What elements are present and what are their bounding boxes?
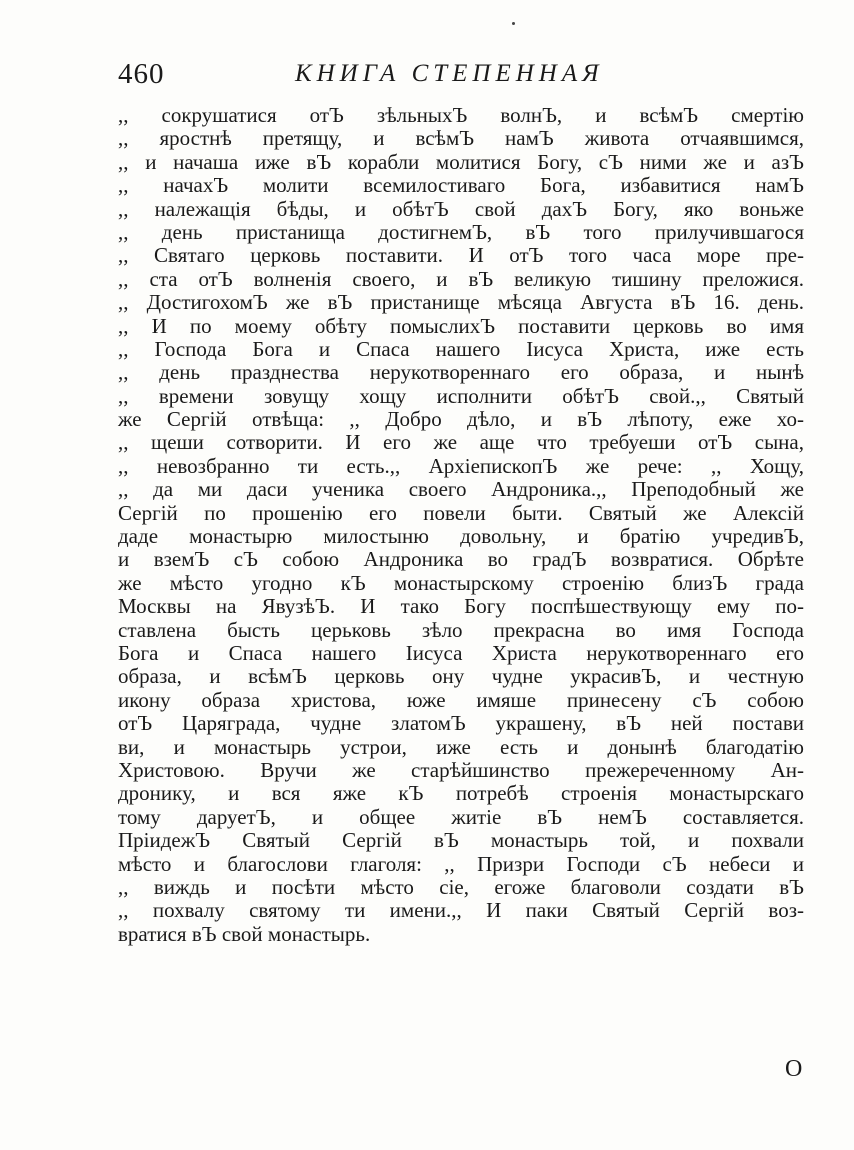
text-line: ПріидежЪ Святый Сергій вЪ монастырь той, и похвали bbox=[118, 828, 804, 853]
text-line: ,, ДостигохомЪ же вЪ пристанище мѣсяца Августа вЪ 16. день. bbox=[118, 290, 804, 315]
text-line: тому даруетЪ, и общее житіе вЪ немЪ составляется. bbox=[118, 804, 804, 829]
text-line: ,, и начаша иже вЪ корабли молитися Богу, сЪ ними же и азЪ bbox=[118, 149, 804, 174]
text-line: ,, похвалу святому ти имени.,, И паки Святый Сергій воз- bbox=[118, 898, 804, 923]
text-line: ,, начахЪ молити всемилостиваго Бога, избавитися намЪ bbox=[118, 173, 804, 198]
text-line: ставлена бысть церьковь зѣло прекрасна во имя Господа bbox=[118, 617, 804, 642]
text-line: Москвы на ЯвузѣЪ. И тако Богу поспѣшествующу ему по- bbox=[118, 594, 804, 619]
text-line: даде монастырю милостыню довольну, и братію учредивЪ, bbox=[118, 524, 804, 549]
text-line: ,, належащія бѣды, и обѣтЪ свой дахЪ Богу, яко воньже bbox=[118, 196, 804, 221]
text-line: ,, виждь и посѣти мѣсто сіе, егоже благоволи создати вЪ bbox=[118, 874, 804, 899]
text-line: ,, сокрушатися отЪ зѣльныхЪ волнЪ, и всѣмЪ смертію bbox=[118, 103, 804, 127]
text-line: и вземЪ сЪ собою Андроника во градЪ возвратися. Обрѣте bbox=[118, 547, 804, 572]
text-line: ви, и монастырь устрои, иже есть и донынѣ благодатію bbox=[118, 734, 804, 759]
running-head: КНИГА СТЕПЕННАЯ bbox=[295, 60, 604, 87]
text-line: ,, яростнѣ претящу, и всѣмЪ намЪ живота отчаявшимся, bbox=[118, 126, 804, 151]
text-line: мѣсто и благослови глаголя: ,, Призри Господи сЪ небеси и bbox=[118, 851, 804, 876]
print-speck bbox=[512, 22, 515, 25]
text-line: ,, да ми даси ученика своего Андроника.,, Преподобный же bbox=[118, 477, 804, 502]
text-line: образа, и всѣмЪ церковь ону чудне украсивЪ, и честную bbox=[118, 664, 804, 689]
page-number: 460 bbox=[118, 58, 165, 90]
catchword: О bbox=[785, 1056, 803, 1082]
text-line: ,, день празднества нерукотвореннаго его образа, и нынѣ bbox=[118, 360, 804, 385]
main-text bbox=[118, 104, 804, 946]
text-line: дронику, и вся яже кЪ потребѣ строенія монастырскаго bbox=[118, 781, 804, 806]
text-line: ,, щеши сотворити. И его же аще что требуеши отЪ сына, bbox=[118, 430, 804, 455]
text-line: икону образа христова, юже имяше принесену сЪ собою bbox=[118, 687, 804, 712]
text-line: же Сергій отвѣща: ,, Добро дѣло, и вЪ лѣпоту, еже хо- bbox=[118, 407, 804, 432]
text-line: ,, И по моему обѣту помыслихЪ поставити церковь во имя bbox=[118, 313, 804, 338]
text-line: ,, невозбранно ти есть.,, АрхіепископЪ же рече: ,, Хощу, bbox=[118, 453, 804, 478]
text-line: Сергій по прошенію его повели быти. Святый же Алексій bbox=[118, 500, 804, 525]
text-line: отЪ Царяграда, чудне златомЪ украшену, вЪ ней постави bbox=[118, 711, 804, 736]
text-line: ,, ста отЪ волненія своего, и вЪ великую тишину преложися. bbox=[118, 266, 804, 291]
text-line: Христовою. Вручи же старѣйшинство прежереченному Ан- bbox=[118, 757, 804, 782]
text-line: ,, Господа Бога и Спаса нашего Іисуса Христа, иже есть bbox=[118, 336, 804, 361]
text-line: Бога и Спаса нашего Іисуса Христа нерукотвореннаго его bbox=[118, 640, 804, 665]
text-line: ,, времени зовущу хощу исполнити обѣтЪ свой.,, Святый bbox=[118, 383, 804, 408]
text-line: же мѣсто угодно кЪ монастырскому строенію близЪ града bbox=[118, 570, 804, 595]
text-line: вратися вЪ свой монастырь. bbox=[118, 921, 371, 946]
text-line: ,, день пристанища достигнемЪ, вЪ того прилучившагося bbox=[118, 219, 804, 244]
text-line: ,, Святаго церковь поставити. И отЪ того часа море пре- bbox=[118, 243, 804, 268]
